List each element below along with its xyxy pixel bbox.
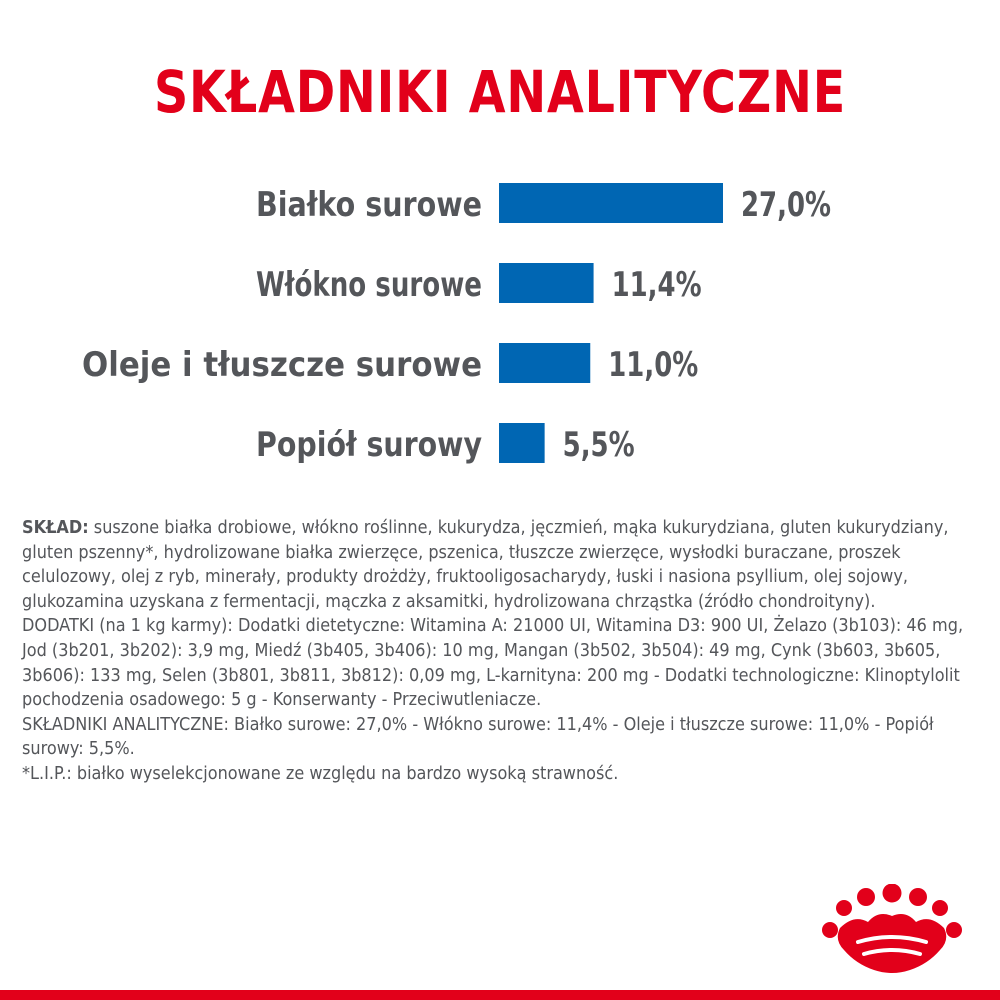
value-label: 5,5%: [562, 425, 635, 465]
bar: [499, 263, 594, 303]
bar: [499, 183, 723, 223]
footnote-paragraph: *L.I.P.: białko wyselekcjonowane ze względu na bardzo wysoką strawność.: [22, 763, 619, 784]
bar: [499, 343, 590, 383]
analytical-paragraph: SKŁADNIKI ANALITYCZNE: Białko surowe: 27,0% - Włókno surowe: 11,4% - Oleje i tłuszcze surowe: 11,0% - Popiół surowy: 5,5%.: [22, 714, 934, 760]
value-label: 11,0%: [608, 345, 699, 385]
page-title: SKŁADNIKI ANALITYCZNE: [153, 58, 847, 126]
category-label: Popiół surowy: [256, 425, 482, 465]
composition-label: SKŁAD:: [22, 518, 89, 538]
value-label: 27,0%: [741, 185, 831, 225]
composition-text: suszone białka drobiowe, włókno roślinne, kukurydza, jęczmień, mąka kukurydziana, gluten kukurydziany, gluten pszenny*, hydrolizowane białka zwierzęce, pszenica, tłuszcze zwierzęce, wysłodki buraczane, proszek celulozowy, olej z ryb, minerały, produkty drożdży, fruktooligosacharydy, łuski i nasiona psyllium, olej sojowy, glukozamina uzyskana z fermentacji, mączka z aksamitki, hydrolizowana chrząstka (źródło chondroityny).: [22, 518, 949, 612]
bar: [499, 423, 545, 463]
category-label: Białko surowe: [256, 185, 482, 225]
bottom-accent-bar: [0, 990, 1000, 1000]
category-label: Włókno surowe: [256, 265, 482, 305]
analytical-constituents-chart: [0, 160, 1000, 500]
category-label: Oleje i tłuszcze surowe: [82, 345, 482, 385]
crown-logo-shape: [822, 884, 962, 973]
crown-logo-icon: [816, 884, 968, 976]
additives-paragraph: DODATKI (na 1 kg karmy): Dodatki dietetyczne: Witamina A: 21000 UI, Witamina D3: 900 UI, Żelazo (3b103): 46 mg, Jod (3b201, 3b202): 3,9 mg, Miedź (3b405, 3b406): 10 mg, Mangan (3b502, 3b504): 49 mg, Cynk (3b603, 3b605, 3b606): 133 mg, Selen (3b801, 3b811, 3b812): 0,09 mg, L-karnityna: 200 mg - Dodatki technologiczne: Klinoptylolit pochodzenia osadowego: 5 g - Konserwanty - Przeciwutleniacze.: [22, 616, 964, 711]
composition-block: [22, 516, 979, 787]
composition-paragraph: [22, 516, 979, 614]
value-label: 11,4%: [611, 265, 702, 305]
